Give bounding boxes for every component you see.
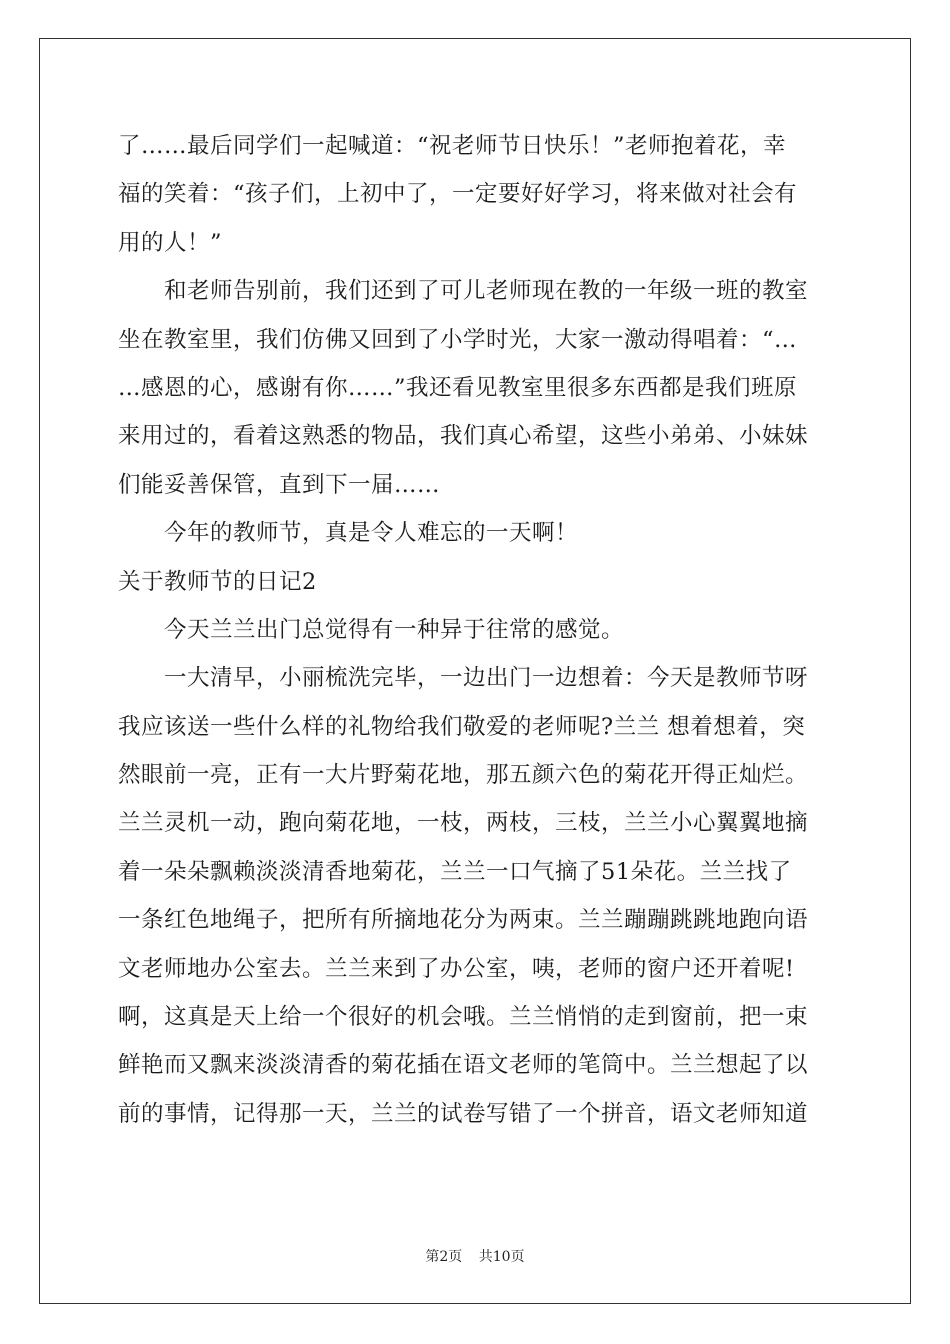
text-line: 前的事情，记得那一天，兰兰的试卷写错了一个拼音，语文老师知道	[118, 1100, 809, 1127]
text-line: 用的人！”	[118, 229, 223, 256]
text-line: 和老师告别前，我们还到了可儿老师现在教的一年级一班的教室	[118, 278, 809, 305]
text-line: 然眼前一亮，正有一大片野菊花地，那五颜六色的菊花开得正灿烂。	[118, 762, 809, 789]
page-footer	[0, 1246, 950, 1266]
text-line: 今天兰兰出门总觉得有一种异于往常的感觉。	[118, 616, 625, 643]
text-line: …感恩的心，感谢有你……”我还看见教室里很多东西都是我们班原	[118, 374, 798, 401]
text-line: 福的笑着：“孩子们，上初中了，一定要好好学习，将来做对社会有	[118, 181, 798, 208]
text-line: 一条红色地绳子，把所有所摘地花分为两束。兰兰蹦蹦跳跳地跑向语	[118, 907, 809, 934]
text-line: 坐在教室里，我们仿佛又回到了小学时光，大家一激动得唱着：“…	[118, 326, 798, 353]
text-line: 我应该送一些什么样的礼物给我们敬爱的老师呢?兰兰 想着想着，突	[118, 713, 806, 740]
page-total: 共10页	[478, 1249, 525, 1265]
text-line: 今年的教师节，真是令人难忘的一天啊！	[118, 520, 579, 547]
text-line: 来用过的，看着这熟悉的物品，我们真心希望，这些小弟弟、小妹妹	[118, 423, 809, 450]
text-line: 啊，这真是天上给一个很好的机会哦。兰兰悄悄的走到窗前，把一束	[118, 1004, 809, 1031]
text-line: 们能妥善保管，直到下一届……	[118, 471, 441, 498]
text-line: 鲜艳而又飘来淡淡清香的菊花插在语文老师的笔筒中。兰兰想起了以	[118, 1052, 809, 1079]
document-body	[118, 122, 838, 1138]
text-line: 了……最后同学们一起喊道：“祝老师节日快乐！”老师抱着花，幸	[118, 133, 787, 159]
text-line: 兰兰灵机一动，跑向菊花地，一枝，两枝，三枝，兰兰小心翼翼地摘	[118, 810, 809, 837]
text-line: 文老师地办公室去。兰兰来到了办公室，咦，老师的窗户还开着呢!	[118, 955, 795, 982]
text-line: 一大清早，小丽梳洗完毕，一边出门一边想着：今天是教师节呀	[118, 665, 809, 692]
text-line: 着一朵朵飘赖淡淡清香地菊花，兰兰一口气摘了51朵花。兰兰找了	[118, 858, 792, 885]
section-heading: 关于教师节的日记2	[118, 568, 317, 595]
page-number: 第2页	[425, 1249, 463, 1265]
